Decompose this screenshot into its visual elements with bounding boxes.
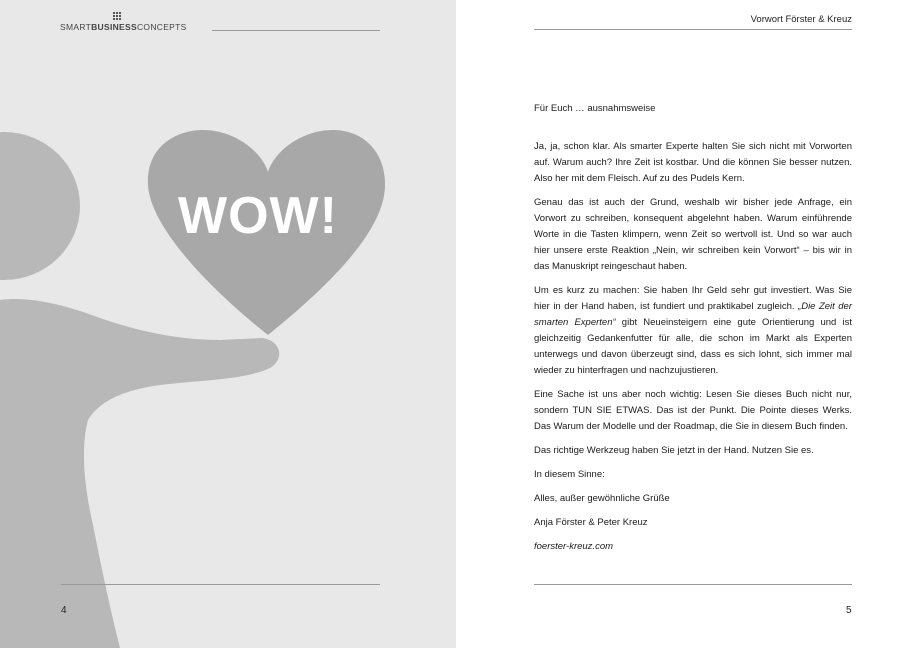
foreword-text: [534, 101, 852, 563]
brand-bold: BUSINESS: [91, 22, 137, 32]
paragraph-3-end: gibt Neueinsteigern eine gute Orientierung und ist gleichzeitig Gedankenfutter für alle, die schon im Markt als Experten unterwegs und davon überzeugt sind, dass es sich lohnt, sich immer mal wieder zu hinterfragen und nachzujustieren.: [534, 317, 852, 376]
wow-text: WOW!: [178, 187, 338, 245]
paragraph-3: [534, 283, 852, 379]
paragraph-2: Genau das ist auch der Grund, weshalb wir bisher jede Anfrage, ein Vorwort zu schreiben, konsequent abgelehnt haben. Warum einführende Worte in die Tasten klimpern, wenn Zeit so wertvoll ist. Und so war auch hier unsere erste Reaktion „Nein, wir schreiben kein Vorwort“ – bis wir in das Manuskript reingeschaut haben.: [534, 197, 852, 272]
left-page: [0, 0, 456, 648]
signature-names: Anja Förster & Peter Kreuz: [534, 517, 648, 528]
figure-head: [0, 132, 80, 280]
figure-illustration: [0, 0, 456, 648]
website-link[interactable]: foerster-kreuz.com: [534, 541, 614, 552]
brand-post: CONCEPTS: [136, 22, 187, 32]
paragraph-3-start: Um es kurz zu machen: Sie haben Ihr Geld sehr gut investiert. Was Sie hier in der Hand haben, ist fundiert und praktikabel zugleich.: [534, 285, 852, 312]
brand-pre: SMART: [60, 22, 92, 32]
book-title-italic: „Die Zeit der smarten Experten“: [534, 301, 852, 328]
paragraph-4: Eine Sache ist uns aber noch wichtig: Lesen Sie dieses Buch nicht nur, sondern TUN SIE ETWAS. Das ist der Punkt. Die Pointe dieses Werks. Das Warum der Modelle und der Roadmap, die Sie in diesem Buch finden.: [534, 389, 852, 432]
page-number-right: 5: [846, 605, 852, 616]
footer-rule-right: [534, 584, 852, 585]
running-head: Vorwort Förster & Kreuz: [750, 14, 852, 25]
footer-rule: [61, 584, 380, 585]
foreword-heading: Für Euch … ausnahmsweise: [534, 103, 656, 114]
closing-phrase: In diesem Sinne:: [534, 469, 605, 480]
paragraph-1: Ja, ja, schon klar. Als smarter Experte halten Sie sich nicht mit Vorworten auf. Warum auch? Ihre Zeit ist kostbar. Und die können Sie besser nutzen. Also her mit dem Fleisch. Auf zu des Pudels Kern.: [534, 141, 852, 184]
page-number-left: 4: [61, 605, 67, 616]
header-rule-right: [534, 29, 852, 30]
right-page: [456, 0, 913, 648]
figure-body: [0, 299, 279, 648]
greeting: Alles, außer gewöhnliche Grüße: [534, 493, 670, 504]
paragraph-5: Das richtige Werkzeug haben Sie jetzt in der Hand. Nutzen Sie es.: [534, 445, 814, 456]
